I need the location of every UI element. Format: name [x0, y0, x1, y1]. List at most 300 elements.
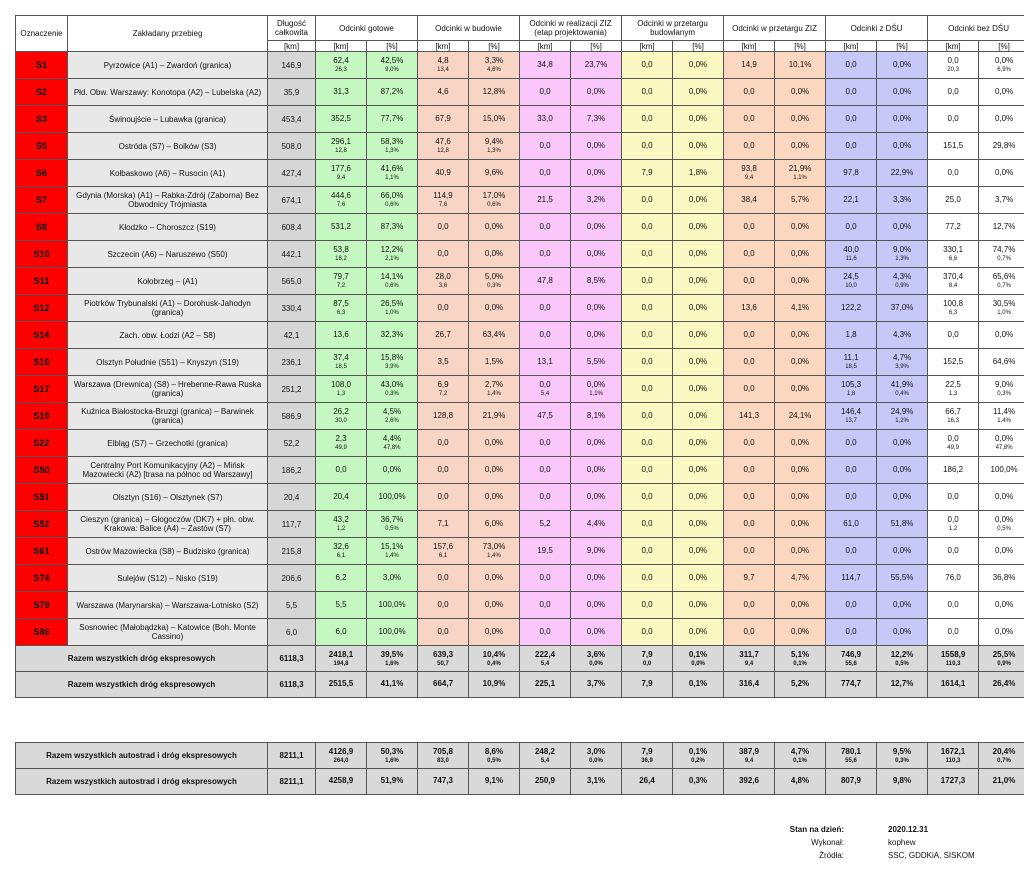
- cell-value: 0,0%: [892, 221, 912, 231]
- cell-value: 250,9: [534, 776, 556, 785]
- road-route: Warszawa (Marynarska) – Warszawa-Lotnisko (S2): [68, 592, 268, 619]
- cell-subvalue: 7,6: [336, 202, 346, 208]
- cell-subvalue: 49,9: [947, 445, 959, 451]
- km-cell: [622, 160, 673, 187]
- pct-cell: [775, 241, 826, 268]
- km-cell: [520, 214, 571, 241]
- km-cell: [622, 484, 673, 511]
- km-cell: [724, 619, 775, 646]
- road-route: Płd. Obw. Warszawy: Konotopa (A2) – Lubelska (A2): [68, 79, 268, 106]
- cell-value: 0,0: [947, 515, 959, 524]
- cell-subvalue: 12,8: [335, 148, 347, 154]
- pct-cell: [469, 646, 520, 672]
- cell-subvalue: 0,4%: [895, 391, 909, 397]
- pct-cell: [673, 322, 724, 349]
- road-route: Warszawa (Drewnica) (S8) – Hrebenne-Rawa Ruska (granica): [68, 376, 268, 403]
- cell-value: 0,3%: [688, 776, 708, 785]
- km-cell: [418, 268, 469, 295]
- cell-subvalue: 110,3: [945, 757, 961, 764]
- pct-cell: [775, 52, 826, 79]
- km-cell: [826, 565, 877, 592]
- km-cell: [418, 672, 469, 698]
- tender-ziz-header: Odcinki w przetargu ZIZ: [724, 16, 826, 41]
- cell-value: 38,4: [741, 194, 757, 204]
- cell-value: 4,3%: [892, 329, 912, 339]
- km-cell: [826, 349, 877, 376]
- km-cell: [418, 295, 469, 322]
- cell-subvalue: 4,6%: [487, 67, 501, 73]
- km-cell: [520, 592, 571, 619]
- pct-cell: [877, 646, 928, 672]
- pct-cell: [571, 295, 622, 322]
- cell-value: 0,0%: [586, 572, 606, 582]
- km-cell: [724, 349, 775, 376]
- cell-value: 37,0%: [890, 302, 914, 312]
- pct-cell: [469, 79, 520, 106]
- cell-value: 1558,9: [940, 649, 966, 659]
- cell-subvalue: 110,3: [945, 660, 961, 667]
- cell-value: 100,0%: [378, 491, 406, 501]
- pct-cell: [571, 52, 622, 79]
- km-cell: [316, 743, 367, 769]
- km-cell: [520, 133, 571, 160]
- cell-subvalue: 0,1%: [793, 660, 807, 667]
- with-dsu-header: Odcinki z DŚU: [826, 16, 928, 41]
- cell-value: 0,0%: [688, 383, 708, 393]
- designation-header: Oznaczenie: [16, 16, 68, 52]
- cell-value: 87,5: [333, 299, 349, 308]
- cell-value: 64,6%: [992, 356, 1016, 366]
- pct-cell: [367, 187, 418, 214]
- cell-value: 1672,1: [940, 746, 966, 756]
- km-cell: [724, 268, 775, 295]
- km-cell: [622, 769, 673, 795]
- km-cell: [418, 565, 469, 592]
- km-cell: [928, 187, 979, 214]
- cell-subvalue: 3,9%: [895, 364, 909, 370]
- km-cell: [928, 565, 979, 592]
- cell-value: 47,8: [537, 275, 553, 285]
- km-cell: [418, 241, 469, 268]
- date-value: 2020.12.31: [888, 825, 929, 834]
- pct-cell: [571, 484, 622, 511]
- cell-value: 14,9: [741, 59, 757, 69]
- pct-cell: [775, 769, 826, 795]
- cell-value: 0,0: [743, 221, 755, 231]
- report-footer: [744, 823, 1004, 862]
- table-row: [16, 403, 1024, 430]
- table-row: [16, 79, 1024, 106]
- cell-value: 3,5: [437, 356, 449, 366]
- km-cell: [316, 160, 367, 187]
- pct-cell: [673, 376, 724, 403]
- pct-cell: [775, 457, 826, 484]
- pct-cell: [979, 268, 1024, 295]
- cell-value: 41,6%: [380, 164, 404, 173]
- cell-value: 0,0: [947, 86, 959, 96]
- length-header: Długość całkowita: [268, 16, 316, 41]
- cell-value: 42,5%: [380, 56, 404, 65]
- cell-value: 0,0%: [790, 599, 810, 609]
- km-cell: [826, 538, 877, 565]
- km-cell: [826, 672, 877, 698]
- km-cell: [826, 430, 877, 457]
- cell-value: 10,4%: [482, 649, 506, 659]
- pct-cell: [571, 743, 622, 769]
- cell-value: 392,6: [738, 776, 760, 785]
- cell-value: 0,0: [641, 572, 653, 582]
- pct-cell: [673, 511, 724, 538]
- cell-value: 0,0: [437, 599, 449, 609]
- cell-value: 0,0: [539, 86, 551, 96]
- road-length: 52,2: [268, 430, 316, 457]
- cell-value: 0,0: [743, 113, 755, 123]
- totals-label: Razem wszystkich autostrad i dróg ekspresowych: [16, 769, 268, 795]
- cell-value: 0,0%: [790, 356, 810, 366]
- cell-subvalue: 1,3%: [385, 148, 399, 154]
- cell-value: 0,0%: [994, 515, 1014, 524]
- km-cell: [826, 133, 877, 160]
- road-route: Kołobrzeg – (A1): [68, 268, 268, 295]
- pct-cell: [469, 268, 520, 295]
- km-cell: [724, 133, 775, 160]
- pct-cell: [367, 349, 418, 376]
- km-cell: [316, 619, 367, 646]
- km-cell: [928, 214, 979, 241]
- cell-value: 0,0: [947, 56, 959, 65]
- road-length: 427,4: [268, 160, 316, 187]
- unit-pct: [%]: [775, 41, 826, 52]
- km-cell: [418, 322, 469, 349]
- cell-value: 0,0%: [892, 491, 912, 501]
- km-cell: [928, 79, 979, 106]
- cell-subvalue: 0,7%: [997, 256, 1011, 262]
- cell-value: 0,0%: [586, 86, 606, 96]
- cell-value: 8,5%: [586, 275, 606, 285]
- road-route: Ostrów Mazowiecka (S8) – Budzisko (granica): [68, 538, 268, 565]
- pct-cell: [775, 322, 826, 349]
- cell-value: 0,0: [947, 329, 959, 339]
- cell-value: 0,0%: [790, 86, 810, 96]
- cell-subvalue: 3,6: [438, 283, 448, 289]
- road-route: Kłodzko – Choroszcz (S19): [68, 214, 268, 241]
- table-row: [16, 376, 1024, 403]
- km-cell: [316, 672, 367, 698]
- cell-value: 97,8: [843, 167, 859, 177]
- cell-value: 5,1%: [790, 649, 810, 659]
- cell-value: 0,0: [539, 248, 551, 258]
- pct-cell: [979, 322, 1024, 349]
- cell-subvalue: 0,3%: [997, 391, 1011, 397]
- km-cell: [928, 484, 979, 511]
- cell-value: 0,0%: [688, 599, 708, 609]
- cell-value: 0,0: [743, 545, 755, 555]
- cell-value: 77,7%: [380, 113, 404, 123]
- cell-value: 807,9: [840, 776, 862, 785]
- cell-value: 0,0: [641, 599, 653, 609]
- cell-value: 26,7: [435, 329, 451, 339]
- pct-cell: [775, 511, 826, 538]
- cell-value: 32,3%: [380, 329, 404, 339]
- cell-value: 14,1%: [380, 272, 404, 281]
- cell-value: 7,9: [641, 746, 653, 756]
- table-row: [16, 511, 1024, 538]
- pct-cell: [571, 538, 622, 565]
- km-cell: [622, 322, 673, 349]
- pct-cell: [673, 133, 724, 160]
- pct-cell: [673, 646, 724, 672]
- road-route: Świnoujście – Lubawka (granica): [68, 106, 268, 133]
- cell-value: 0,0: [641, 86, 653, 96]
- pct-cell: [775, 672, 826, 698]
- cell-value: 32,6: [333, 542, 349, 551]
- cell-value: 43,2: [333, 515, 349, 524]
- cell-value: 0,0%: [586, 302, 606, 312]
- cell-value: 0,0: [743, 626, 755, 636]
- pct-cell: [571, 646, 622, 672]
- cell-subvalue: 0,5%: [385, 526, 399, 532]
- cell-value: 5,7%: [790, 194, 810, 204]
- km-cell: [316, 457, 367, 484]
- cell-subvalue: 9,4: [744, 660, 754, 667]
- cell-value: 705,8: [432, 746, 454, 756]
- km-cell: [826, 214, 877, 241]
- cell-value: 387,9: [738, 746, 760, 756]
- cell-value: 0,0: [437, 572, 449, 582]
- cell-value: 0,0: [743, 86, 755, 96]
- cell-value: 0,0%: [790, 275, 810, 285]
- km-cell: [724, 376, 775, 403]
- cell-subvalue: 55,6: [845, 660, 857, 667]
- cell-value: 77,2: [945, 221, 961, 231]
- pct-cell: [775, 484, 826, 511]
- cell-value: 0,0: [335, 464, 347, 474]
- km-cell: [520, 403, 571, 430]
- cell-value: 0,0%: [688, 410, 708, 420]
- pct-cell: [877, 295, 928, 322]
- pct-cell: [367, 295, 418, 322]
- tender-build-header: Odcinki w przetargu budowlanym: [622, 16, 724, 41]
- unit-km: [km]: [724, 41, 775, 52]
- road-length: 5,5: [268, 592, 316, 619]
- pct-cell: [367, 268, 418, 295]
- cell-value: 0,0%: [586, 599, 606, 609]
- km-cell: [316, 79, 367, 106]
- pct-cell: [979, 592, 1024, 619]
- cell-subvalue: 9,4: [336, 175, 346, 181]
- cell-value: 0,0%: [790, 437, 810, 447]
- cell-value: 3,2%: [586, 194, 606, 204]
- pct-cell: [673, 349, 724, 376]
- cell-value: 0,0: [947, 434, 959, 443]
- cell-value: 3,7%: [586, 679, 606, 688]
- cell-subvalue: 9,0%: [385, 67, 399, 73]
- pct-cell: [775, 430, 826, 457]
- pct-cell: [775, 592, 826, 619]
- cell-subvalue: 50,7: [437, 660, 449, 667]
- km-cell: [418, 349, 469, 376]
- cell-value: 0,0: [437, 221, 449, 231]
- totals-row: [16, 769, 1024, 795]
- cell-value: 352,5: [330, 113, 352, 123]
- km-cell: [826, 646, 877, 672]
- cell-value: 7,9: [641, 679, 653, 688]
- done-header: Odcinki gotowe: [316, 16, 418, 41]
- km-cell: [418, 160, 469, 187]
- cell-value: 0,0%: [790, 383, 810, 393]
- km-cell: [520, 268, 571, 295]
- cell-subvalue: 2,1%: [385, 256, 399, 262]
- cell-subvalue: 49,9: [335, 445, 347, 451]
- km-cell: [520, 52, 571, 79]
- km-cell: [928, 743, 979, 769]
- cell-subvalue: 18,5: [845, 364, 857, 370]
- pct-cell: [877, 376, 928, 403]
- table-row: [16, 214, 1024, 241]
- cell-subvalue: 30,0: [335, 418, 347, 424]
- km-cell: [724, 646, 775, 672]
- pct-cell: [673, 52, 724, 79]
- pct-cell: [775, 376, 826, 403]
- cell-subvalue: 6,6: [948, 256, 958, 262]
- km-cell: [622, 646, 673, 672]
- pct-cell: [571, 430, 622, 457]
- cell-subvalue: 16,3: [947, 418, 959, 424]
- cell-subvalue: 1,1%: [793, 175, 807, 181]
- cell-value: 330,1: [943, 245, 964, 254]
- km-cell: [316, 376, 367, 403]
- cell-value: 0,0%: [586, 464, 606, 474]
- km-cell: [316, 295, 367, 322]
- cell-value: 9,5%: [892, 746, 912, 756]
- cell-value: 0,0%: [688, 545, 708, 555]
- pct-cell: [469, 295, 520, 322]
- km-cell: [316, 538, 367, 565]
- cell-value: 444,6: [330, 191, 352, 200]
- pct-cell: [571, 133, 622, 160]
- cell-value: 40,0: [843, 245, 859, 254]
- cell-value: 0,0%: [790, 464, 810, 474]
- pct-cell: [877, 268, 928, 295]
- table-row: [16, 106, 1024, 133]
- cell-subvalue: 0,0%: [589, 660, 603, 667]
- km-cell: [622, 268, 673, 295]
- road-length: 206,6: [268, 565, 316, 592]
- cell-value: 0,0%: [790, 113, 810, 123]
- pct-cell: [775, 619, 826, 646]
- totals-length: 6118,3: [268, 646, 316, 672]
- road-designation: S19: [16, 403, 68, 430]
- pct-cell: [673, 538, 724, 565]
- road-route: Cieszyn (granica) – Głogoczów (DK7) + płn. obw. Krakowa: Balice (A4) – Zastów (S7): [68, 511, 268, 538]
- cell-subvalue: 0,2%: [691, 757, 705, 764]
- cell-value: 66,0%: [380, 191, 404, 200]
- pct-cell: [775, 349, 826, 376]
- cell-value: 19,5: [537, 545, 553, 555]
- pct-cell: [367, 769, 418, 795]
- cell-value: 157,6: [433, 542, 454, 551]
- cell-subvalue: 26,3: [335, 67, 347, 73]
- table-row: [16, 619, 1024, 646]
- cell-value: 4,8%: [790, 776, 810, 785]
- cell-value: 0,0: [641, 518, 653, 528]
- km-cell: [520, 376, 571, 403]
- cell-subvalue: 1,1%: [385, 175, 399, 181]
- road-route: Kuźnica Białostocka-Bruzgi (granica) – Barwinek (granica): [68, 403, 268, 430]
- road-designation: S74: [16, 565, 68, 592]
- cell-value: 21,9%: [788, 164, 812, 173]
- cell-subvalue: 1,2%: [895, 418, 909, 424]
- km-cell: [418, 430, 469, 457]
- cell-value: 4,7%: [790, 746, 810, 756]
- cell-value: 25,0: [945, 194, 961, 204]
- road-length: 674,1: [268, 187, 316, 214]
- pct-cell: [877, 349, 928, 376]
- cell-value: 41,1%: [380, 679, 404, 688]
- km-cell: [622, 376, 673, 403]
- km-cell: [622, 457, 673, 484]
- pct-cell: [877, 538, 928, 565]
- cell-value: 100,8: [943, 299, 964, 308]
- pct-cell: [979, 79, 1024, 106]
- cell-value: 0,0%: [994, 167, 1014, 177]
- road-designation: S11: [16, 268, 68, 295]
- cell-subvalue: 0,9%: [997, 660, 1011, 667]
- km-cell: [724, 743, 775, 769]
- pct-cell: [877, 160, 928, 187]
- road-route: Piotrków Trybunalski (A1) – Dorohusk-Jahodyn (granica): [68, 295, 268, 322]
- cell-value: 0,0%: [688, 626, 708, 636]
- pct-cell: [673, 160, 724, 187]
- pct-cell: [877, 619, 928, 646]
- km-cell: [826, 268, 877, 295]
- cell-value: 20,4%: [992, 746, 1016, 756]
- km-cell: [826, 106, 877, 133]
- pct-cell: [775, 187, 826, 214]
- table-row: [16, 241, 1024, 268]
- road-route: Pyrzowice (A1) – Zwardoń (granica): [68, 52, 268, 79]
- pct-cell: [979, 619, 1024, 646]
- km-cell: [418, 376, 469, 403]
- cell-value: 21,5: [537, 194, 553, 204]
- km-cell: [316, 430, 367, 457]
- cell-value: 5,5%: [586, 356, 606, 366]
- km-cell: [826, 484, 877, 511]
- cell-value: 0,0%: [892, 59, 912, 69]
- cell-subvalue: 1,0%: [997, 310, 1011, 316]
- cell-value: 0,0%: [790, 248, 810, 258]
- table-row: [16, 349, 1024, 376]
- km-cell: [316, 592, 367, 619]
- pct-cell: [877, 187, 928, 214]
- cell-value: 3,0%: [382, 572, 402, 582]
- cell-value: 0,0%: [688, 248, 708, 258]
- cell-value: 0,0: [743, 464, 755, 474]
- cell-value: 3,6%: [586, 649, 606, 659]
- cell-value: 0,0: [539, 140, 551, 150]
- unit-km: [km]: [928, 41, 979, 52]
- totals-row: [16, 672, 1024, 698]
- cell-value: 0,0: [845, 599, 857, 609]
- cell-value: 8,1%: [586, 410, 606, 420]
- cell-value: 0,0%: [790, 545, 810, 555]
- road-designation: S52: [16, 511, 68, 538]
- cell-value: 13,6: [333, 329, 349, 339]
- cell-subvalue: 1,3: [948, 391, 958, 397]
- cell-subvalue: 6,3: [948, 310, 958, 316]
- cell-value: 0,0: [947, 491, 959, 501]
- km-cell: [622, 538, 673, 565]
